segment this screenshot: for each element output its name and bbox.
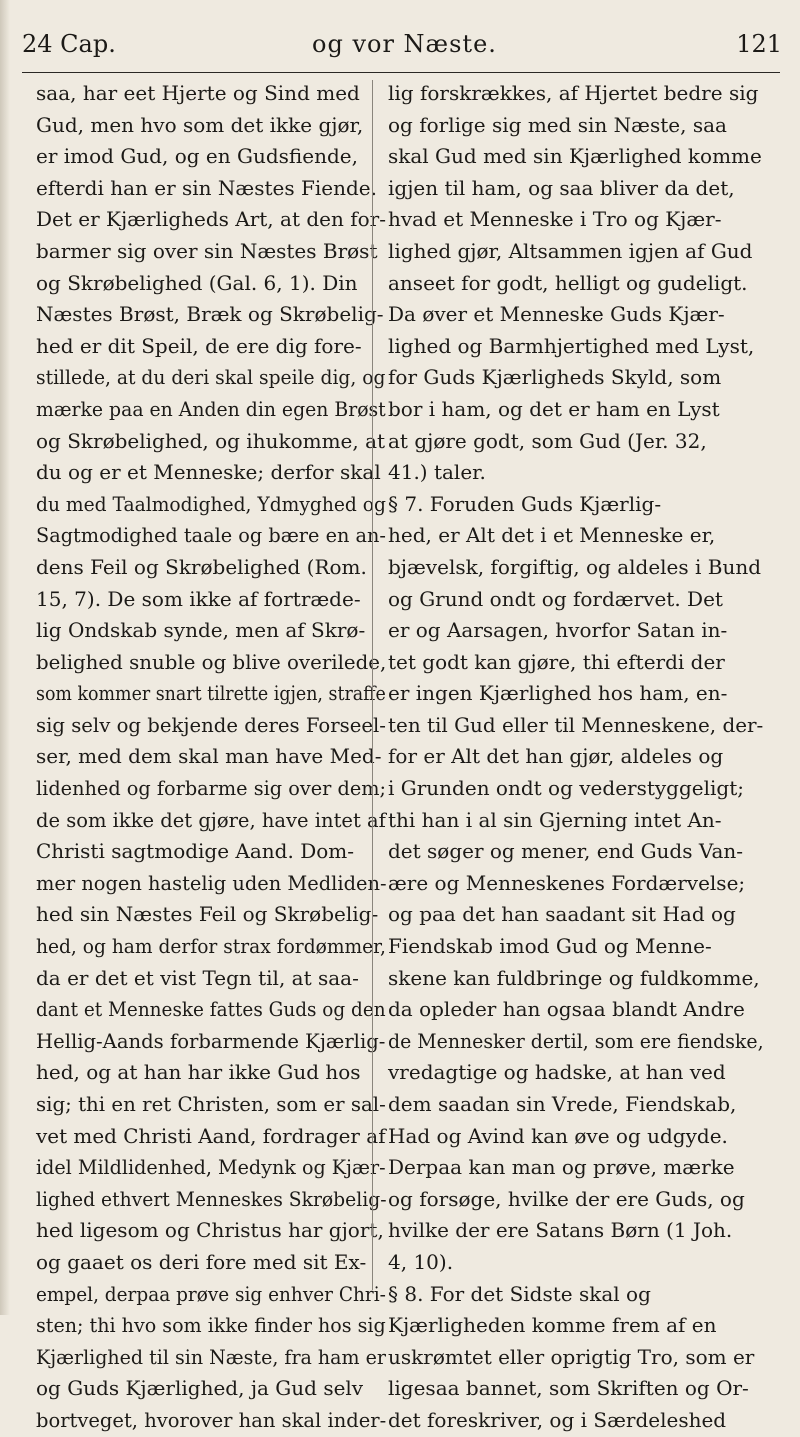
text-line: og Skrøbelighed, og ihukomme, at bbox=[36, 428, 386, 453]
text-line: belighed snuble og blive overilede, bbox=[36, 649, 387, 674]
text-line: dem saadan sin Vrede, Fiendskab, bbox=[388, 1092, 737, 1116]
text-line: Næstes Brøst, Bræk og Skrøbelig- bbox=[36, 302, 384, 327]
text-line: skal Gud med sin Kjærlighed komme bbox=[388, 144, 762, 169]
text-line: er og Aarsagen, hvorfor Satan in- bbox=[388, 618, 728, 643]
text-line: lighed ethvert Menneskes Skrøbelig- bbox=[36, 1186, 387, 1211]
text-line: Sagtmodighed taale og bære en an- bbox=[36, 523, 386, 548]
text-line: Kjærlighed til sin Næste, fra ham er bbox=[36, 1344, 386, 1369]
text-line: det foreskriver, og i Særdeleshed bbox=[388, 1407, 727, 1432]
text-line: sig; thi en ret Christen, som er sal- bbox=[36, 1092, 386, 1116]
text-line: vredagtige og hadske, at han ved bbox=[388, 1060, 726, 1085]
text-line: efterdi han er sin Næstes Fiende. bbox=[36, 175, 377, 200]
text-line: og Guds Kjærlighed, ja Gud selv bbox=[36, 1376, 364, 1401]
text-line: ser, med dem skal man have Med- bbox=[36, 744, 382, 769]
text-line: du og er et Menneske; derfor skal bbox=[36, 460, 381, 485]
text-line: vet med Christi Aand, fordrager af bbox=[36, 1123, 386, 1148]
text-line: hed, og at han har ikke Gud hos bbox=[36, 1060, 361, 1085]
text-line: uskrømtet eller oprigtig Tro, som er bbox=[388, 1344, 755, 1369]
text-line: og paa det han saadant sit Had og bbox=[388, 902, 736, 927]
text-line: lig Ondskab synde, men af Skrø- bbox=[36, 618, 366, 643]
text-line: lidenhed og forbarme sig over dem; bbox=[36, 776, 387, 801]
text-line: og Grund ondt og fordærvet. Det bbox=[388, 586, 723, 611]
text-line: og forlige sig med sin Næste, saa bbox=[388, 112, 727, 137]
header-rule bbox=[22, 72, 780, 73]
right-text-column bbox=[388, 78, 763, 1437]
text-line: det søger og mener, end Guds Van- bbox=[388, 839, 744, 864]
text-line: 41.) taler. bbox=[388, 460, 486, 485]
text-line: tet godt kan gjøre, thi efterdi der bbox=[388, 649, 725, 674]
text-line: saa, har eet Hjerte og Sind med bbox=[36, 81, 360, 105]
text-line: hed er dit Speil, de ere dig fore- bbox=[36, 333, 362, 358]
text-line: da er det et vist Tegn til, at saa- bbox=[36, 965, 359, 990]
text-line: for Guds Kjærligheds Skyld, som bbox=[388, 365, 722, 390]
text-line: er ingen Kjærlighed hos ham, en- bbox=[388, 681, 728, 706]
text-line: lighed og Barmhjertighed med Lyst, bbox=[388, 333, 755, 358]
text-line: bjævelsk, forgiftig, og aldeles i Bund bbox=[388, 554, 762, 579]
text-line: og forsøge, hvilke der ere Guds, og bbox=[388, 1186, 745, 1211]
text-line: Da øver et Menneske Guds Kjær- bbox=[388, 302, 725, 327]
text-line: dens Feil og Skrøbelighed (Rom. bbox=[36, 554, 367, 579]
text-line: hvad et Menneske i Tro og Kjær- bbox=[388, 207, 722, 232]
text-line: Hellig-Aands forbarmende Kjærlig- bbox=[36, 1028, 386, 1053]
text-line: idel Mildlidenhed, Medynk og Kjær- bbox=[36, 1155, 386, 1180]
text-line: lig forskrækkes, af Hjertet bedre sig bbox=[388, 81, 759, 105]
text-line: ære og Menneskenes Fordærvelse; bbox=[388, 870, 746, 895]
text-line: hed sin Næstes Feil og Skrøbelig- bbox=[36, 902, 379, 927]
text-line: sig selv og bekjende deres Forseel- bbox=[36, 712, 386, 737]
chapter-label: 24 Cap. bbox=[22, 30, 116, 58]
text-line: 15, 7). De som ikke af fortræde- bbox=[36, 586, 361, 611]
text-line: i Grunden ondt og vederstyggeligt; bbox=[388, 776, 744, 801]
running-title: og vor Næste. bbox=[312, 30, 497, 58]
text-line: § 8. For det Sidste skal og bbox=[388, 1281, 651, 1306]
text-line: sten; thi hvo som ikke finder hos sig bbox=[36, 1313, 386, 1338]
text-line: hed, og ham derfor strax fordømmer, bbox=[36, 934, 386, 959]
text-line: bortveget, hvorover han skal inder- bbox=[36, 1407, 387, 1432]
text-line: Christi sagtmodige Aand. Dom- bbox=[36, 839, 354, 864]
running-header bbox=[22, 30, 782, 70]
text-line: er imod Gud, og en Gudsfiende, bbox=[36, 144, 358, 169]
text-line: Gud, men hvo som det ikke gjør, bbox=[36, 112, 364, 137]
text-line: de som ikke det gjøre, have intet af bbox=[36, 807, 386, 832]
text-line: og Skrøbelighed (Gal. 6, 1). Din bbox=[36, 270, 358, 295]
text-line: igjen til ham, og saa bliver da det, bbox=[388, 175, 735, 200]
text-line: da opleder han ogsaa blandt Andre bbox=[388, 997, 745, 1022]
text-line: og gaaet os deri fore med sit Ex- bbox=[36, 1249, 367, 1274]
text-line: hvilke der ere Satans Børn (1 Joh. bbox=[388, 1218, 733, 1243]
text-line: dant et Menneske fattes Guds og den bbox=[36, 997, 386, 1022]
text-line: Kjærligheden komme frem af en bbox=[388, 1313, 717, 1338]
text-line: Det er Kjærligheds Art, at den for- bbox=[36, 207, 386, 232]
text-line: ten til Gud eller til Menneskene, der- bbox=[388, 712, 764, 737]
text-line: de Mennesker dertil, som ere fiendske, bbox=[388, 1028, 764, 1053]
text-line: for er Alt det han gjør, aldeles og bbox=[388, 744, 724, 769]
page-spine-shadow bbox=[0, 0, 10, 1315]
page-number: 121 bbox=[736, 30, 782, 58]
text-line: anseet for godt, helligt og gudeligt. bbox=[388, 270, 748, 295]
column-divider bbox=[372, 80, 373, 1290]
text-line: mer nogen hastelig uden Medliden- bbox=[36, 870, 387, 895]
text-line: empel, derpaa prøve sig enhver Chri- bbox=[36, 1281, 386, 1306]
text-line: hed ligesom og Christus har gjort, bbox=[36, 1218, 384, 1243]
text-line: som kommer snart tilrette igjen, straffe bbox=[36, 681, 386, 706]
text-line: stillede, at du deri skal speile dig, og bbox=[36, 365, 386, 390]
text-line: Had og Avind kan øve og udgyde. bbox=[388, 1123, 728, 1148]
text-line: mærke paa en Anden din egen Brøst bbox=[36, 396, 386, 421]
text-line: at gjøre godt, som Gud (Jer. 32, bbox=[388, 428, 707, 453]
text-line: Derpaa kan man og prøve, mærke bbox=[388, 1155, 735, 1180]
text-line: Fiendskab imod Gud og Menne- bbox=[388, 934, 712, 959]
left-text-column bbox=[36, 78, 386, 1437]
text-line: du med Taalmodighed, Ydmyghed og bbox=[36, 491, 386, 516]
text-line: lighed gjør, Altsammen igjen af Gud bbox=[388, 238, 753, 263]
text-line: hed, er Alt det i et Menneske er, bbox=[388, 523, 716, 548]
text-line: bor i ham, og det er ham en Lyst bbox=[388, 396, 720, 421]
text-line: skene kan fuldbringe og fuldkomme, bbox=[388, 965, 760, 990]
text-line: barmer sig over sin Næstes Brøst bbox=[36, 238, 378, 263]
text-line: § 7. Foruden Guds Kjærlig- bbox=[388, 491, 662, 516]
text-line: 4, 10). bbox=[388, 1249, 454, 1274]
text-line: ligesaa bannet, som Skriften og Or- bbox=[388, 1376, 749, 1401]
text-line: thi han i al sin Gjerning intet An- bbox=[388, 807, 722, 832]
